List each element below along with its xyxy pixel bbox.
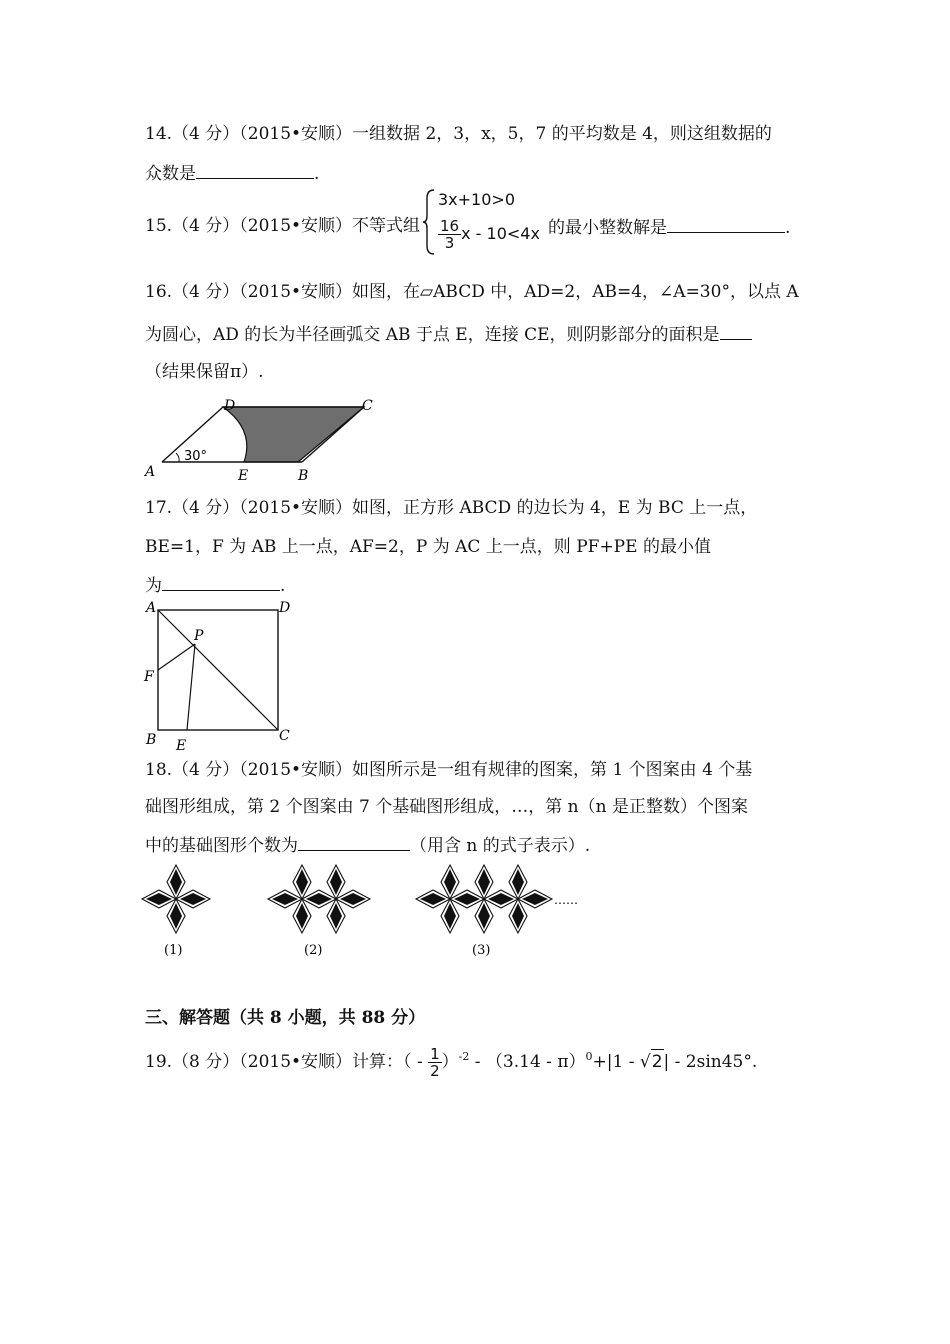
q18-pattern-3 [416, 865, 552, 933]
q16-label-A: A [145, 464, 156, 480]
q17-label-A: A [146, 600, 157, 616]
q17-line1 [145, 496, 757, 520]
q16-shaded-region [223, 407, 364, 462]
q14-text2: 众数是 [145, 164, 196, 184]
q18-caption-1: (1) [164, 943, 183, 958]
q16-label-C: C [362, 398, 373, 414]
q16-text3: （结果保留π）. [145, 362, 264, 382]
q16-label-D: D [224, 398, 236, 414]
q15-line [145, 214, 420, 238]
section-3-title: 三、解答题（共 8 小题，共 88 分） [145, 1008, 426, 1028]
q15-suffix-line [548, 214, 790, 240]
q19-paren-close: ） [441, 1052, 459, 1072]
q17-label-P: P [194, 628, 204, 644]
q16-parallelogram-figure [140, 394, 390, 486]
q18-text1: 18.（4 分）（2015•安顺）如图所示是一组有规律的图案，第 1 个图案由 4 个基 [145, 760, 753, 780]
q19-part3: +|1 - [592, 1052, 640, 1072]
q17-label-D: D [279, 600, 291, 616]
q18-text2: 础图形组成，第 2 个图案由 7 个基础图形组成，…，第 n（n 是正整数）个图案 [145, 797, 748, 817]
q14-line1 [145, 122, 772, 146]
q19-part4: | - 2sin45°. [663, 1052, 758, 1072]
q18-pattern-2 [268, 865, 370, 933]
q17-label-F: F [144, 669, 154, 685]
q15-frac-den: 3 [444, 234, 455, 252]
q14-end: . [314, 164, 320, 184]
q14-text1: 14.（4 分）（2015•安顺）一组数据 2，3，x，5，7 的平均数是 4，则这组数据的 [145, 124, 772, 144]
q15-ineq2-text: x - 10<4x [461, 224, 540, 243]
q15-frac-num: 16 [440, 217, 460, 235]
q17-segment-PE [187, 644, 195, 730]
q19-exponent: -2 [458, 1050, 470, 1063]
q17-end: . [280, 576, 286, 596]
q18-dots: …… [554, 893, 578, 907]
q14-answer-blank[interactable] [196, 160, 314, 179]
q14-line2 [145, 160, 319, 186]
q17-square-figure [140, 596, 300, 756]
q15-fraction [438, 218, 461, 251]
q19-sqrt-value: 2 [651, 1049, 664, 1074]
q18-caption-3: (3) [472, 943, 491, 958]
q17-label-B: B [146, 732, 157, 748]
q17-line2 [145, 535, 711, 559]
q18-line1 [145, 758, 752, 782]
q16-line1 [145, 280, 799, 304]
q16-line3 [145, 360, 264, 384]
q15-answer-blank[interactable] [667, 214, 785, 233]
q19-exponent-zero: 0 [585, 1050, 593, 1063]
q16-label-E: E [238, 468, 249, 484]
q17-label-E: E [176, 738, 187, 754]
q18-text3-prefix: 中的基础图形个数为 [145, 836, 298, 856]
q18-answer-blank[interactable] [298, 832, 410, 851]
q19-frac-den: 2 [430, 1062, 440, 1080]
q15-inequality-1 [438, 190, 515, 209]
q15-ineq1-text: 3x+10>0 [438, 190, 515, 209]
q19-sqrt: √2 [640, 1052, 664, 1072]
q17-label-C: C [279, 728, 290, 744]
q18-pattern-1 [142, 865, 210, 933]
q16-text2: 为圆心，AD 的长为半径画弧交 AB 于点 E，连接 CE，则阴影部分的面积是 [145, 325, 720, 345]
q17-text3: 为 [145, 576, 162, 596]
q19-part2: - （3.14 - π） [469, 1052, 586, 1072]
q17-answer-blank[interactable] [162, 572, 280, 591]
q19-line [145, 1045, 757, 1079]
q16-label-B: B [298, 468, 309, 484]
q16-angle-arc [176, 453, 179, 462]
q17-text2: BE=1，F 为 AB 上一点，AF=2，P 为 AC 上一点，则 PF+PE 的最小值 [145, 537, 711, 557]
q19-prefix: 19.（8 分）（2015•安顺）计算：（ - [145, 1052, 429, 1072]
q18-line3 [145, 832, 590, 858]
q17-diagonal-AC [158, 610, 278, 730]
q18-line2 [145, 795, 748, 819]
q19-frac-num: 1 [430, 1045, 440, 1063]
q15-prefix: 15.（4 分）（2015•安顺）不等式组 [145, 216, 421, 236]
q16-text1: 16.（4 分）（2015•安顺）如图，在▱ABCD 中，AD=2，AB=4，∠A=30°，以点 A [145, 282, 799, 302]
q19-fraction [428, 1046, 442, 1079]
q15-inequality-2 [438, 218, 540, 251]
q16-answer-blank[interactable] [720, 321, 752, 340]
q16-angle-label: 30° [184, 449, 208, 464]
q18-pattern-figure [140, 862, 600, 962]
q15-suffix: 的最小整数解是 [548, 218, 667, 238]
q17-line3 [145, 572, 285, 598]
q18-text3-suffix: （用含 n 的式子表示）. [410, 836, 591, 856]
q15-brace-icon [422, 188, 436, 256]
q17-text1: 17.（4 分）（2015•安顺）如图，正方形 ABCD 的边长为 4，E 为 BC 上一点， [145, 498, 758, 518]
q18-caption-2: (2) [304, 943, 323, 958]
q15-end: . [785, 218, 791, 238]
q16-line2 [145, 321, 752, 347]
q17-segment-PF [158, 644, 195, 670]
